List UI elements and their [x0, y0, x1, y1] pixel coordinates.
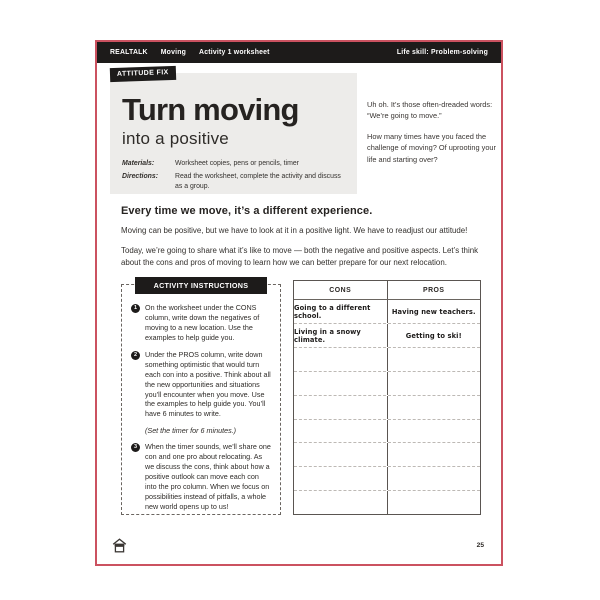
- table-empty-row: [294, 396, 480, 420]
- table-row: [294, 300, 480, 324]
- instruction-text: When the timer sounds, we’ll share one con and one pro about relocating. As we discuss the cons, think about how a positive outlook can move each con into the pro column. When we focus on possibilities instead of pitfalls, a whole new world opens up to us!: [145, 442, 271, 511]
- empty-pros-cell: [388, 396, 481, 419]
- empty-cons-cell: [294, 348, 388, 371]
- example-cons-cell: Going to a different school.: [294, 300, 388, 323]
- attitude-fix-badge: ATTITUDE FIX: [110, 66, 176, 82]
- table-empty-row: [294, 348, 480, 372]
- empty-pros-cell: [388, 420, 481, 443]
- top-bar-left: [110, 49, 270, 56]
- instruction-text: Under the PROS column, write down something optimistic that would turn each con into a positive. Think about all the new opportunities and situations you’ll encounter when you move. Use the examples to help guide you. You’ll have 6 minutes to write.: [145, 349, 271, 419]
- empty-pros-cell: [388, 372, 481, 395]
- empty-cons-cell: [294, 396, 388, 419]
- directions-value: Read the worksheet, complete the activity and discuss as a group.: [175, 173, 341, 190]
- activity-instructions-heading: ACTIVITY INSTRUCTIONS: [135, 277, 267, 294]
- materials-label: Materials:: [122, 159, 155, 167]
- example-pros-cell: Getting to ski!: [405, 331, 462, 340]
- worksheet-page: [95, 40, 503, 566]
- instruction-text: On the worksheet under the CONS column, write down the negatives of moving to a new location. Use the examples to help guide you.: [145, 303, 260, 342]
- instruction-item: [131, 303, 271, 343]
- materials-value: Worksheet copies, pens or pencils, timer: [175, 159, 299, 167]
- top-bar: [97, 42, 501, 63]
- timer-note: (Set the timer for 6 minutes.): [145, 426, 237, 436]
- table-row: [294, 324, 480, 348]
- life-skill-label: Life skill: Problem-solving: [396, 49, 488, 56]
- aside-paragraph-1: Uh oh. It’s those often-dreaded words: “We’re going to move.”: [367, 100, 493, 121]
- intro-aside: [367, 99, 497, 174]
- brand-label: REALTALK: [110, 49, 148, 56]
- directions-label: Directions:: [122, 173, 158, 181]
- empty-cons-cell: [294, 467, 388, 490]
- step-number-badge: 3: [131, 443, 140, 452]
- empty-pros-cell: [388, 467, 481, 490]
- intro-paragraph-2: Today, we’re going to share what it’s like to move — both the negative and positive aspects. Let’s think about the cons and pros of moving to learn how we can better prepare for our next relocation.: [121, 245, 479, 267]
- intro-paragraph-1: Moving can be positive, but we have to look at it in a positive light. We have to readjust our attitude!: [121, 226, 468, 235]
- page-number: 25: [476, 542, 484, 549]
- pros-column-header: PROS: [422, 286, 445, 294]
- table-empty-row: [294, 491, 480, 514]
- example-cons-cell: Living in a snowy climate.: [294, 324, 388, 347]
- intro-section: [121, 205, 495, 269]
- empty-cons-cell: [294, 443, 388, 466]
- table-empty-rows: [294, 348, 480, 514]
- empty-pros-cell: [388, 348, 481, 371]
- page-title: Turn moving: [122, 92, 299, 127]
- instruction-item: [131, 350, 271, 420]
- step-number-badge: 2: [131, 351, 140, 360]
- empty-cons-cell: [294, 491, 388, 514]
- cons-pros-table: [293, 280, 481, 515]
- activity-instructions-box: [121, 281, 281, 515]
- table-empty-row: [294, 467, 480, 491]
- empty-cons-cell: [294, 420, 388, 443]
- table-empty-row: [294, 420, 480, 444]
- step-number-badge: 1: [131, 304, 140, 313]
- example-pros-cell: Having new teachers.: [391, 307, 476, 316]
- materials-directions: [122, 159, 345, 192]
- title-block: [110, 73, 357, 194]
- topbar-worksheet-label: Activity 1 worksheet: [199, 49, 270, 56]
- instruction-item: [131, 442, 271, 512]
- table-empty-row: [294, 443, 480, 467]
- table-empty-row: [294, 372, 480, 396]
- empty-pros-cell: [388, 443, 481, 466]
- topbar-section-label: Moving: [160, 49, 187, 56]
- intro-heading: Every time we move, it’s a different experience.: [121, 205, 373, 217]
- page-subtitle: into a positive: [122, 128, 229, 148]
- empty-pros-cell: [388, 491, 481, 514]
- house-icon: [111, 537, 128, 554]
- cons-column-header: CONS: [294, 281, 388, 299]
- table-header-row: [294, 281, 480, 300]
- empty-cons-cell: [294, 372, 388, 395]
- aside-paragraph-2: How many times have you faced the challenge of moving? Of uprooting your life and starting over?: [367, 131, 497, 164]
